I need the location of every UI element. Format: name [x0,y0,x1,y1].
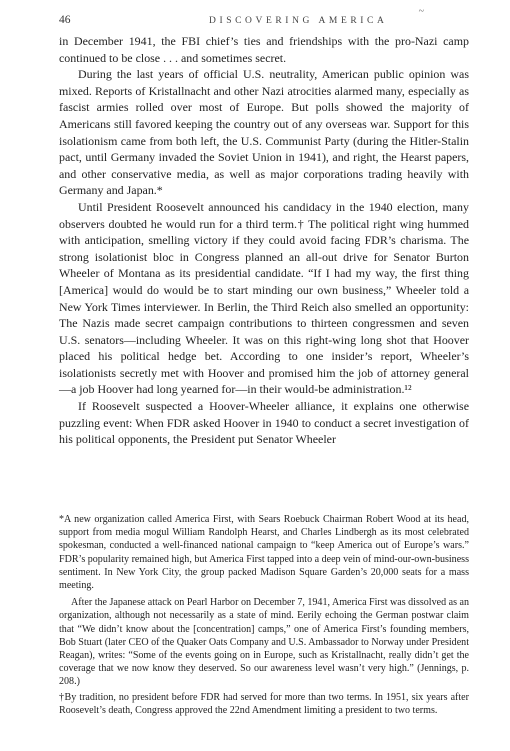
stray-mark: ~ [418,6,424,17]
paragraph: in December 1941, the FBI chief’s ties and friendships with the pro-Nazi camp continued to be close . . . and sometimes secret. [59,34,469,65]
paragraph: Until President Roosevelt announced his candidacy in the 1940 election, many observers doubted he would run for a third term.† The political right wing hummed with anticipation, smelling victory if they could avoid facing FDR’s charisma. The strong isolationist bloc in Congress planned an all-out drive for Senator Burton Wheeler of Montana as its presidential candidate. “If I had my way, the first thing [America] would do would be to start minding our own business,” Wheeler told a New York Times interviewer. In Berlin, the Third Reich also smelled an opportunity: The Nazis made secret campaign contributions to thirteen congressmen and seven U.S. senators—including Wheeler. It was on this right-wing long shot that Hoover placed his political hedge bet. According to one insider’s report, Wheeler’s isolationists secretly met with Hoover and promised him the job of attorney general—a job Hoover had long yearned for—in their would-be administration.¹² [59,199,469,397]
footnote: *A new organization called America First, with Sears Roebuck Chairman Robert Wood at its head, support from media mogul William Randolph Hearst, and Charles Lindbergh as its most celebrated spokesman, conducted a well-financed national campaign to “keep America out of Europe’s wars.” FDR’s popularity remained high, but America First tapped into a deep vein of mind-our-own-business sentiment. In New York City, the group packed Madison Square Garden’s 20,000 seats for a mass meeting. [59,514,469,592]
main-text [59,33,469,448]
paragraph: During the last years of official U.S. neutrality, American public opinion was mixed. Reports of Kristallnacht and other Nazi atrocities alarmed many, especially as fascist armies rolled over most of Europe. But polls showed the majority of Americans still favored keeping the country out of any overseas war. Support for this isolationism came from both left, the U.S. Communist Party (during the Hitler-Stalin pact, until Germany invaded the Soviet Union in 1941), and right, the Hearst papers, and other conservative media, as well as major corporations trading heavily with Germany and Japan.* [59,67,469,198]
footnote: After the Japanese attack on Pearl Harbor on December 7, 1941, America First was dissolved as an organization, although not necessarily as a state of mind. Eerily echoing the German postwar claim that “We didn’t know about the [concentration] camps,” one of America First’s founding members, Bob Stuart (later CEO of the Quaker Oats Company and U.S. Ambassador to Norway under President Reagan), writes: “Some of the events going on in Europe, such as Kristallnacht, really didn’t get the coverage that we now know they deserved. So our awareness level wasn’t very high.” (Jennings, p. 208.) [59,597,469,688]
footnote: †By tradition, no president before FDR had served for more than two terms. In 1951, six years after Roosevelt’s death, Congress approved the 22nd Amendment limiting a president to two terms. [59,691,469,716]
page-header [59,6,490,32]
page-number: 46 [59,14,71,26]
footnotes [59,513,469,719]
paragraph: If Roosevelt suspected a Hoover-Wheeler alliance, it explains one otherwise puzzling event: When FDR asked Hoover in 1940 to conduct a secret investigation of his political opponents, the President put Senator Wheeler [59,399,469,447]
running-head: DISCOVERING AMERICA [209,16,388,26]
